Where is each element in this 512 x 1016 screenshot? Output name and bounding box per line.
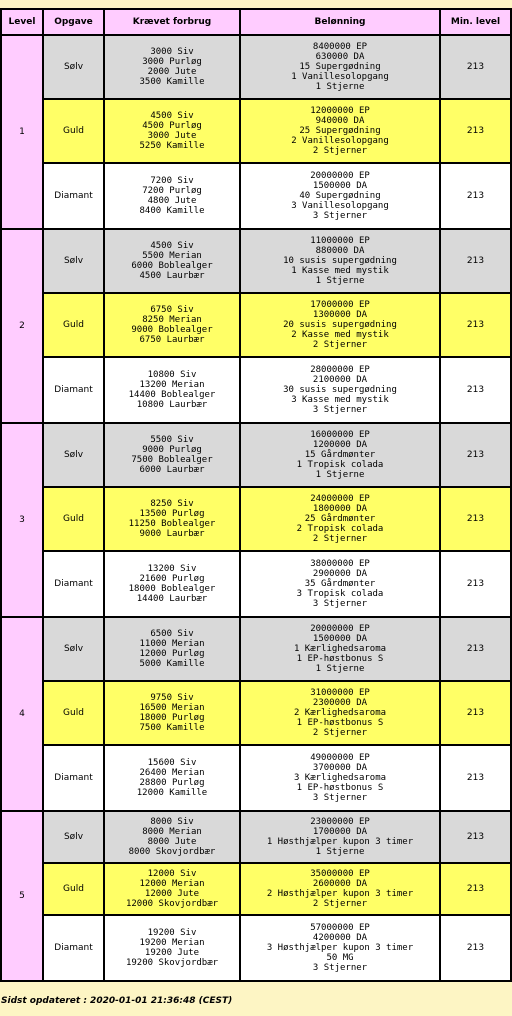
reward-cell	[240, 35, 440, 99]
reward-item: 3 Stjerner	[312, 405, 368, 415]
task-cell: Guld	[43, 293, 104, 357]
required-item: 3000 Siv	[150, 47, 194, 57]
required-item: 13200 Merian	[139, 380, 205, 390]
reward-item: 1 Stjerne	[315, 470, 365, 480]
table-row	[1, 863, 511, 915]
required-item: 6000 Laurbær	[139, 465, 205, 475]
min-level-cell: 213	[440, 163, 511, 229]
reward-item: 3 Stjerner	[312, 963, 368, 973]
required-item: 6750 Laurbær	[139, 335, 205, 345]
reward-item: 1 Tropisk colada	[296, 460, 384, 470]
reward-item: 2 Stjerner	[312, 899, 368, 909]
reward-item: 3 Stjerner	[312, 793, 368, 803]
table-row	[1, 487, 511, 551]
table-row	[1, 915, 511, 981]
table-row	[1, 99, 511, 163]
required-item: 19200 Jute	[144, 948, 200, 958]
reward-cell	[240, 163, 440, 229]
reward-item: 12000000 EP	[310, 106, 370, 116]
reward-item: 15 Gårdmønter	[304, 450, 376, 460]
table-row	[1, 293, 511, 357]
header-task: Opgave	[43, 9, 104, 35]
required-cell	[104, 863, 240, 915]
reward-cell	[240, 617, 440, 681]
required-item: 8000 Skovjordbær	[128, 847, 216, 857]
required-cell	[104, 811, 240, 863]
task-cell: Diamant	[43, 357, 104, 423]
required-item: 12000 Kamille	[136, 788, 208, 798]
required-item: 14400 Laurbær	[136, 594, 208, 604]
table-body	[1, 35, 511, 981]
required-item: 19200 Skovjordbær	[125, 958, 219, 968]
min-level-cell: 213	[440, 551, 511, 617]
required-item: 4500 Siv	[150, 241, 194, 251]
table-row	[1, 811, 511, 863]
reward-cell	[240, 915, 440, 981]
reward-item: 2300000 DA	[312, 698, 368, 708]
reward-cell	[240, 811, 440, 863]
required-item: 4800 Jute	[147, 196, 197, 206]
reward-cell	[240, 745, 440, 811]
required-item: 9000 Boblealger	[131, 325, 213, 335]
required-item: 26400 Merian	[139, 768, 205, 778]
required-item: 6000 Boblealger	[131, 261, 213, 271]
table-row	[1, 617, 511, 681]
reward-item: 2 Stjerner	[312, 728, 368, 738]
table-row	[1, 423, 511, 487]
reward-item: 1 EP-høstbonus S	[296, 718, 384, 728]
reward-item: 20000000 EP	[310, 171, 370, 181]
reward-item: 23000000 EP	[310, 817, 370, 827]
table-row	[1, 357, 511, 423]
required-item: 7500 Boblealger	[131, 455, 213, 465]
reward-item: 940000 DA	[315, 116, 365, 126]
required-cell	[104, 163, 240, 229]
min-level-cell: 213	[440, 745, 511, 811]
required-item: 10800 Laurbær	[136, 400, 208, 410]
table-row	[1, 681, 511, 745]
reward-item: 40 Supergødning	[299, 191, 381, 201]
reward-item: 4200000 DA	[312, 933, 368, 943]
required-cell	[104, 551, 240, 617]
required-item: 6750 Siv	[150, 305, 194, 315]
reward-item: 3 Stjerner	[312, 599, 368, 609]
required-item: 4500 Purløg	[142, 121, 202, 131]
required-item: 5250 Kamille	[139, 141, 205, 151]
reward-item: 8400000 EP	[312, 42, 368, 52]
required-item: 3500 Kamille	[139, 77, 205, 87]
min-level-cell: 213	[440, 487, 511, 551]
reward-item: 3 Stjerner	[312, 211, 368, 221]
required-item: 18000 Boblealger	[128, 584, 216, 594]
task-cell: Diamant	[43, 551, 104, 617]
required-item: 12000 Skovjordbær	[125, 899, 219, 909]
required-item: 21600 Purløg	[139, 574, 205, 584]
reward-item: 3 Tropisk colada	[296, 589, 384, 599]
reward-item: 880000 DA	[315, 246, 365, 256]
required-item: 8000 Jute	[147, 837, 197, 847]
required-item: 13500 Purløg	[139, 509, 205, 519]
required-item: 2000 Jute	[147, 67, 197, 77]
required-item: 12000 Siv	[147, 869, 197, 879]
reward-item: 3 Vanillesolopgang	[291, 201, 389, 211]
required-item: 8250 Siv	[150, 499, 194, 509]
reward-item: 28000000 EP	[310, 365, 370, 375]
header-level: Level	[1, 9, 43, 35]
reward-item: 1 EP-høstbonus S	[296, 783, 384, 793]
header-required: Krævet forbrug	[104, 9, 240, 35]
level-cell: 4	[1, 617, 43, 811]
required-item: 11250 Boblealger	[128, 519, 216, 529]
task-cell: Sølv	[43, 35, 104, 99]
required-item: 19200 Siv	[147, 928, 197, 938]
required-cell	[104, 229, 240, 293]
required-item: 4500 Laurbær	[139, 271, 205, 281]
required-item: 15600 Siv	[147, 758, 197, 768]
task-cell: Diamant	[43, 163, 104, 229]
reward-item: 25 Supergødning	[299, 126, 381, 136]
reward-cell	[240, 99, 440, 163]
required-cell	[104, 99, 240, 163]
min-level-cell: 213	[440, 229, 511, 293]
reward-item: 30 susis supergødning	[283, 385, 397, 395]
reward-item: 1800000 DA	[312, 504, 368, 514]
reward-item: 1300000 DA	[312, 310, 368, 320]
reward-item: 31000000 EP	[310, 688, 370, 698]
reward-item: 35000000 EP	[310, 869, 370, 879]
reward-item: 2 Stjerner	[312, 340, 368, 350]
reward-item: 1 Kasse med mystik	[291, 266, 389, 276]
required-cell	[104, 745, 240, 811]
task-cell: Sølv	[43, 423, 104, 487]
reward-item: 17000000 EP	[310, 300, 370, 310]
reward-cell	[240, 423, 440, 487]
required-cell	[104, 293, 240, 357]
table-row	[1, 35, 511, 99]
reward-item: 2 Vanillesolopgang	[291, 136, 389, 146]
required-cell	[104, 681, 240, 745]
task-cell: Sølv	[43, 811, 104, 863]
min-level-cell: 213	[440, 99, 511, 163]
reward-item: 49000000 EP	[310, 753, 370, 763]
last-updated: Sidst opdateret : 2020-01-01 21:36:48 (CEST)	[1, 996, 233, 1006]
level-cell: 2	[1, 229, 43, 423]
reward-item: 1 Stjerne	[315, 847, 365, 857]
required-item: 9000 Laurbær	[139, 529, 205, 539]
reward-cell	[240, 487, 440, 551]
task-cell: Guld	[43, 99, 104, 163]
min-level-cell: 213	[440, 357, 511, 423]
reward-item: 3700000 DA	[312, 763, 368, 773]
reward-item: 25 Gårdmønter	[304, 514, 376, 524]
reward-item: 3 Kærlighedsaroma	[293, 773, 387, 783]
task-cell: Sølv	[43, 229, 104, 293]
reward-item: 630000 DA	[315, 52, 365, 62]
quest-table	[0, 8, 512, 982]
reward-item: 2 Kærlighedsaroma	[293, 708, 387, 718]
reward-item: 1 Høsthjælper kupon 3 timer	[266, 837, 414, 847]
table-row	[1, 163, 511, 229]
reward-item: 2 Høsthjælper kupon 3 timer	[266, 889, 414, 899]
reward-item: 2900000 DA	[312, 569, 368, 579]
reward-cell	[240, 293, 440, 357]
level-cell: 3	[1, 423, 43, 617]
reward-item: 3 Kasse med mystik	[291, 395, 389, 405]
reward-item: 2 Kasse med mystik	[291, 330, 389, 340]
required-item: 11000 Merian	[139, 639, 205, 649]
table-row	[1, 229, 511, 293]
reward-item: 57000000 EP	[310, 923, 370, 933]
task-cell: Guld	[43, 681, 104, 745]
level-cell: 1	[1, 35, 43, 229]
required-item: 6500 Siv	[150, 629, 194, 639]
required-item: 7200 Siv	[150, 176, 194, 186]
reward-item: 3 Høsthjælper kupon 3 timer	[266, 943, 414, 953]
required-item: 3000 Purløg	[142, 57, 202, 67]
task-cell: Guld	[43, 487, 104, 551]
reward-item: 10 susis supergødning	[283, 256, 397, 266]
reward-item: 1 Stjerne	[315, 276, 365, 286]
task-cell: Diamant	[43, 915, 104, 981]
reward-item: 2 Stjerner	[312, 146, 368, 156]
min-level-cell: 213	[440, 681, 511, 745]
reward-cell	[240, 551, 440, 617]
min-level-cell: 213	[440, 863, 511, 915]
reward-item: 15 Supergødning	[299, 62, 381, 72]
reward-item: 2 Stjerner	[312, 534, 368, 544]
required-item: 12000 Jute	[144, 889, 200, 899]
required-cell	[104, 915, 240, 981]
table-row	[1, 745, 511, 811]
reward-item: 1 Stjerne	[315, 664, 365, 674]
reward-item: 2600000 DA	[312, 879, 368, 889]
reward-item: 2100000 DA	[312, 375, 368, 385]
required-item: 12000 Merian	[139, 879, 205, 889]
min-level-cell: 213	[440, 617, 511, 681]
header-min-level: Min. level	[440, 9, 511, 35]
reward-item: 1700000 DA	[312, 827, 368, 837]
header-row	[1, 9, 511, 35]
required-item: 19200 Merian	[139, 938, 205, 948]
required-item: 9750 Siv	[150, 693, 194, 703]
required-item: 5500 Merian	[142, 251, 202, 261]
reward-item: 11000000 EP	[310, 236, 370, 246]
required-item: 8000 Siv	[150, 817, 194, 827]
required-cell	[104, 617, 240, 681]
reward-item: 20 susis supergødning	[283, 320, 397, 330]
reward-item: 2 Tropisk colada	[296, 524, 384, 534]
required-item: 12000 Purløg	[139, 649, 205, 659]
reward-item: 1 EP-høstbonus S	[296, 654, 384, 664]
min-level-cell: 213	[440, 293, 511, 357]
reward-item: 20000000 EP	[310, 624, 370, 634]
table-row	[1, 551, 511, 617]
required-cell	[104, 423, 240, 487]
reward-item: 38000000 EP	[310, 559, 370, 569]
required-item: 8000 Merian	[142, 827, 202, 837]
task-cell: Guld	[43, 863, 104, 915]
task-cell: Sølv	[43, 617, 104, 681]
required-item: 3000 Jute	[147, 131, 197, 141]
required-item: 8400 Kamille	[139, 206, 205, 216]
required-cell	[104, 35, 240, 99]
required-item: 18000 Purløg	[139, 713, 205, 723]
level-cell: 5	[1, 811, 43, 981]
reward-item: 50 MG	[326, 953, 354, 963]
min-level-cell: 213	[440, 915, 511, 981]
reward-cell	[240, 863, 440, 915]
min-level-cell: 213	[440, 35, 511, 99]
reward-cell	[240, 681, 440, 745]
required-item: 16500 Merian	[139, 703, 205, 713]
reward-item: 1200000 DA	[312, 440, 368, 450]
required-item: 4500 Siv	[150, 111, 194, 121]
header-reward: Belønning	[240, 9, 440, 35]
reward-item: 1 Vanillesolopgang	[291, 72, 389, 82]
required-item: 8250 Merian	[142, 315, 202, 325]
reward-item: 16000000 EP	[310, 430, 370, 440]
required-item: 28800 Purløg	[139, 778, 205, 788]
required-item: 9000 Purløg	[142, 445, 202, 455]
required-item: 10800 Siv	[147, 370, 197, 380]
reward-item: 1500000 DA	[312, 181, 368, 191]
required-item: 5500 Siv	[150, 435, 194, 445]
required-cell	[104, 357, 240, 423]
required-item: 14400 Boblealger	[128, 390, 216, 400]
task-cell: Diamant	[43, 745, 104, 811]
required-item: 13200 Siv	[147, 564, 197, 574]
min-level-cell: 213	[440, 423, 511, 487]
reward-item: 1 Kærlighedsaroma	[293, 644, 387, 654]
reward-cell	[240, 357, 440, 423]
reward-item: 35 Gårdmønter	[304, 579, 376, 589]
required-item: 7200 Purløg	[142, 186, 202, 196]
reward-item: 1500000 DA	[312, 634, 368, 644]
reward-item: 1 Stjerne	[315, 82, 365, 92]
required-item: 7500 Kamille	[139, 723, 205, 733]
min-level-cell: 213	[440, 811, 511, 863]
required-item: 5000 Kamille	[139, 659, 205, 669]
required-cell	[104, 487, 240, 551]
reward-item: 24000000 EP	[310, 494, 370, 504]
reward-cell	[240, 229, 440, 293]
